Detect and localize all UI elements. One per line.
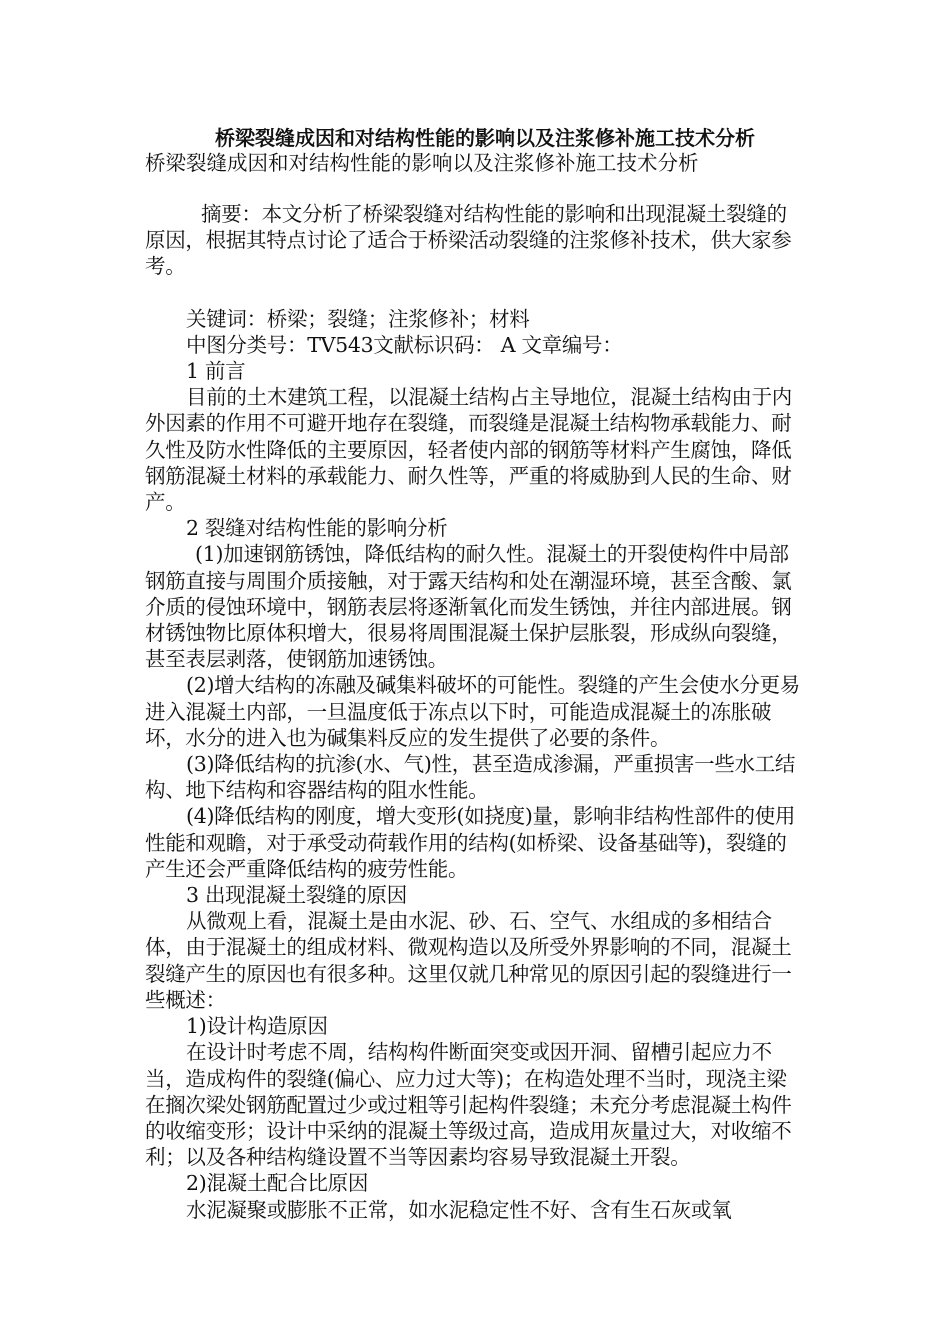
abstract-paragraph: 摘要：本文分析了桥梁裂缝对结构性能的影响和出现混凝土裂缝的原因，根据其特点讨论了适合于桥梁活动裂缝的注浆修补技术，供大家参考。 — [145, 202, 792, 279]
document-title: 桥梁裂缝成因和对结构性能的影响以及注浆修补施工技术分析 — [215, 126, 755, 150]
section-2-item-2: (2)增大结构的冻融及碱集料破坏的可能性。裂缝的产生会使水分更易进入混凝土内部，一旦温度低于冻点以下时，可能造成混凝土的冻胀破坏，水分的进入也为碱集料反应的发生提供了必要的条件。 — [145, 673, 800, 750]
section-3-sub-2-text: 水泥凝聚或膨胀不正常，如水泥稳定性不好、含有生石灰或氧 — [186, 1197, 732, 1222]
section-1-heading: 1 前言 — [186, 359, 246, 384]
section-3-paragraph: 从微观上看，混凝土是由水泥、砂、石、空气、水组成的多相结合体，由于混凝土的组成材料、微观构造以及所受外界影响的不同，混凝土裂缝产生的原因也有很多种。这里仅就几种常见的原因引起的裂缝进行一些概述： — [145, 909, 792, 1012]
spacer — [145, 280, 805, 306]
section-3-sub-1-heading: 1)设计构造原因 — [186, 1014, 328, 1039]
section-2-heading: 2 裂缝对结构性能的影响分析 — [186, 516, 448, 541]
section-3-sub-2-heading: 2)混凝土配合比原因 — [186, 1171, 369, 1196]
section-2-item-3: (3)降低结构的抗渗(水、气)性，甚至造成渗漏，严重损害一些水工结构、地下结构和容器结构的阻水性能。 — [145, 752, 796, 803]
section-2-item-1: (1)加速钢筋锈蚀，降低结构的耐久性。混凝土的开裂使构件中局部钢筋直接与周围介质接触，对于露天结构和处在潮湿环境，甚至含酸、氯介质的侵蚀环境中，钢筋表层将逐渐氧化而发生锈蚀，并往内部进展。钢材锈蚀物比原体积增大，很易将周围混凝土保护层胀裂，形成纵向裂缝，甚至表层剥落，使钢筋加速锈蚀。 — [145, 542, 792, 672]
section-3-sub-1-text: 在设计时考虑不周，结构构件断面突变或因开洞、留槽引起应力不当，造成构件的裂缝(偏心、应力过大等)；在构造处理不当时，现浇主梁在搁次梁处钢筋配置过少或过粗等引起构件裂缝；未充分考虑混凝土构件的收缩变形；设计中采纳的混凝土等级过高，造成用灰量过大，对收缩不利；以及各种结构缝设置不当等因素均容易导致混凝土开裂。 — [145, 1040, 792, 1170]
section-1-paragraph: 目前的土木建筑工程，以混凝土结构占主导地位，混凝土结构由于内外因素的作用不可避开地存在裂缝，而裂缝是混凝土结构物承载能力、耐久性及防水性降低的主要原因，轻者使内部的钢筋等材料产生腐蚀，降低钢筋混凝土材料的承载能力、耐久性等，严重的将威胁到人民的生命、财产。 — [145, 385, 792, 515]
section-3-heading: 3 出现混凝土裂缝的原因 — [186, 883, 407, 908]
document-subtitle: 桥梁裂缝成因和对结构性能的影响以及注浆修补施工技术分析 — [145, 151, 699, 175]
keywords-line: 关键词：桥梁；裂缝；注浆修补；材料 — [186, 306, 530, 331]
section-2-item-4: (4)降低结构的刚度，增大变形(如挠度)量，影响非结构性部件的使用性能和观瞻，对于承受动荷载作用的结构(如桥梁、设备基础等)，裂缝的产生还会严重降低结构的疲劳性能。 — [145, 804, 796, 881]
document-body — [145, 201, 805, 1223]
classification-line: 中图分类号：TV543文献标识码： A 文章编号： — [186, 332, 623, 357]
